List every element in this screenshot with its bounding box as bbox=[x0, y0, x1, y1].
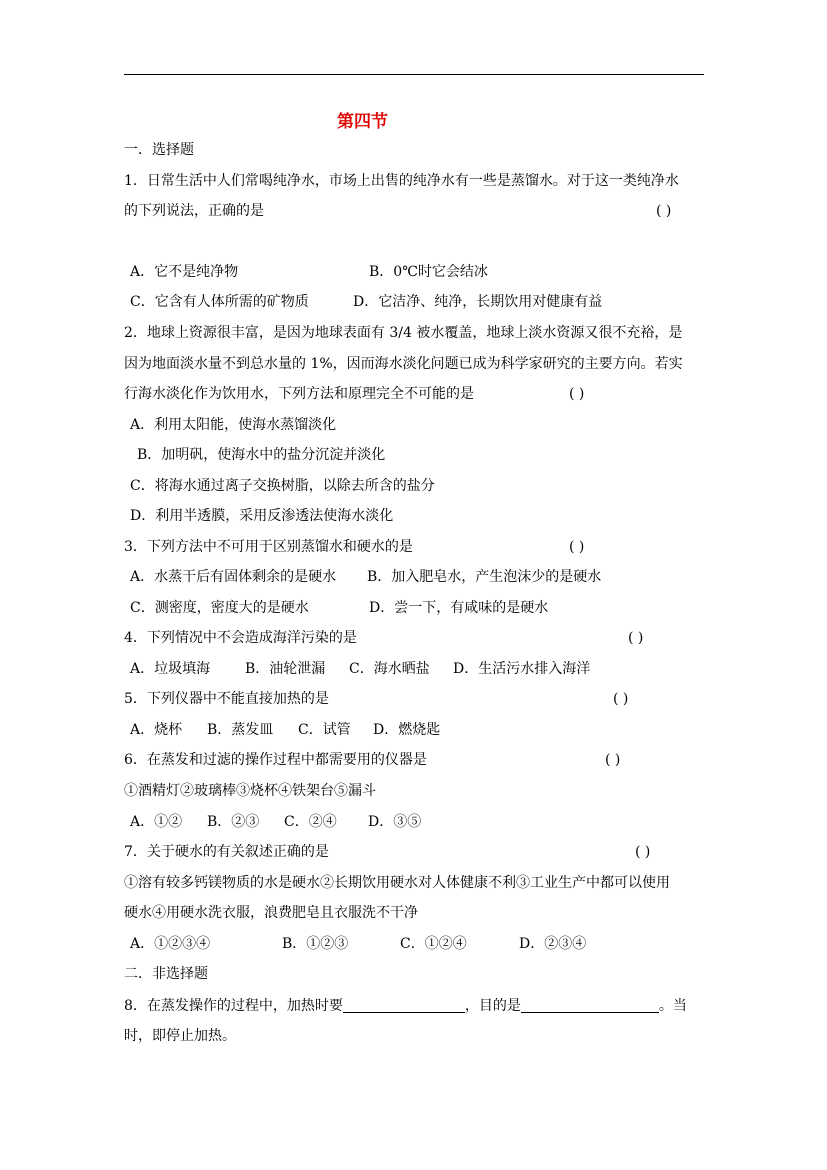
q3-stem: 3．下列方法中不可用于区别蒸馏水和硬水的是 bbox=[124, 539, 413, 555]
q8-blank-1[interactable] bbox=[343, 998, 465, 1013]
q1-option-d: D．它洁净、纯净，长期饮用对健康有益 bbox=[353, 294, 603, 310]
q5-stem: 5．下列仪器中不能直接加热的是 bbox=[124, 691, 329, 707]
q8-blank-2[interactable] bbox=[521, 998, 659, 1013]
header-rule bbox=[124, 74, 704, 75]
q3-option-b: B．加入肥皂水，产生泡沫少的是硬水 bbox=[367, 569, 602, 585]
q1-option-c: C．它含有人体所需的矿物质 bbox=[130, 294, 309, 310]
q7-items-line1: ①溶有较多钙镁物质的水是硬水②长期饮用硬水对人体健康不利③工业生产中都可以使用 bbox=[124, 875, 670, 891]
q7-items-line2: 硬水④用硬水洗衣服，浪费肥皂且衣服洗不干净 bbox=[124, 905, 418, 921]
q2-stem-line1: 2．地球上资源很丰富，是因为地球表面有 3/4 被水覆盖，地球上淡水资源又很不充裕，是 bbox=[124, 325, 683, 341]
q8-text-part2: ，目的是 bbox=[464, 998, 521, 1014]
q2-option-c: C．将海水通过离子交换树脂，以除去所含的盐分 bbox=[130, 478, 435, 494]
q5-option-a: A．烧杯 bbox=[130, 722, 183, 738]
q4-answer-bracket: ( ) bbox=[628, 630, 644, 646]
q7-option-c: C．①②④ bbox=[400, 936, 467, 952]
q3-option-a: A．水蒸干后有固体剩余的是硬水 bbox=[130, 569, 337, 585]
q7-stem: 7．关于硬水的有关叙述正确的是 bbox=[124, 844, 329, 860]
q7-option-a: A．①②③④ bbox=[130, 936, 211, 952]
q3-option-d: D．尝一下，有咸味的是硬水 bbox=[369, 600, 549, 616]
q2-answer-bracket: ( ) bbox=[569, 386, 585, 402]
q5-option-c: C．试管 bbox=[298, 722, 351, 738]
q5-answer-bracket: ( ) bbox=[613, 691, 629, 707]
q6-option-c: C．②④ bbox=[284, 814, 337, 830]
q7-answer-bracket: ( ) bbox=[635, 844, 651, 860]
section-heading-choice: 一．选择题 bbox=[124, 142, 194, 158]
q7-option-d: D．②③④ bbox=[519, 936, 587, 952]
page-title: 第四节 bbox=[337, 112, 388, 132]
q4-option-a: A．垃圾填海 bbox=[130, 661, 211, 677]
q6-option-a: A．①② bbox=[130, 814, 183, 830]
q8-stem-line1 bbox=[124, 996, 687, 1016]
q2-option-b: B．加明矾，使海水中的盐分沉淀并淡化 bbox=[137, 447, 386, 463]
q2-option-a: A．利用太阳能，使海水蒸馏淡化 bbox=[130, 417, 337, 433]
q8-stem-line2: 时，即停止加热。 bbox=[124, 1028, 236, 1044]
section-heading-nonchoice: 二．非选择题 bbox=[124, 966, 208, 982]
q1-option-a: A．它不是纯净物 bbox=[130, 264, 239, 280]
q5-option-b: B．蒸发皿 bbox=[207, 722, 274, 738]
q8-text-part3: 。当 bbox=[658, 998, 687, 1014]
q3-answer-bracket: ( ) bbox=[569, 539, 585, 555]
q1-option-b: B．0℃时它会结冰 bbox=[369, 264, 488, 280]
q6-option-b: B．②③ bbox=[207, 814, 260, 830]
q4-option-c: C．海水晒盐 bbox=[349, 661, 430, 677]
q4-option-d: D．生活污水排入海洋 bbox=[453, 661, 591, 677]
q1-stem-line2: 的下列说法，正确的是 bbox=[124, 203, 264, 219]
q4-option-b: B．油轮泄漏 bbox=[245, 661, 326, 677]
q8-text-part1: 8．在蒸发操作的过程中，加热时要 bbox=[124, 998, 343, 1014]
q7-option-b: B．①②③ bbox=[282, 936, 349, 952]
q6-answer-bracket: ( ) bbox=[605, 752, 621, 768]
q4-stem: 4．下列情况中不会造成海洋污染的是 bbox=[124, 630, 357, 646]
q6-stem: 6．在蒸发和过滤的操作过程中都需要用的仪器是 bbox=[124, 752, 427, 768]
q3-option-c: C．测密度，密度大的是硬水 bbox=[130, 600, 309, 616]
q1-answer-bracket: ( ) bbox=[656, 203, 672, 219]
q5-option-d: D．燃烧匙 bbox=[373, 722, 441, 738]
q2-option-d: D．利用半透膜，采用反渗透法使海水淡化 bbox=[130, 508, 394, 524]
q6-items: ①酒精灯②玻璃棒③烧杯④铁架台⑤漏斗 bbox=[124, 783, 376, 799]
q2-stem-line2: 因为地面淡水量不到总水量的 1%，因而海水淡化问题已成为科学家研究的主要方向。若实 bbox=[124, 356, 683, 372]
q2-stem-line3: 行海水淡化作为饮用水，下列方法和原理完全不可能的是 bbox=[124, 386, 474, 402]
q6-option-d: D．③⑤ bbox=[368, 814, 422, 830]
q1-stem-line1: 1．日常生活中人们常喝纯净水，市场上出售的纯净水有一些是蒸馏水。对于这一类纯净水 bbox=[124, 173, 679, 189]
